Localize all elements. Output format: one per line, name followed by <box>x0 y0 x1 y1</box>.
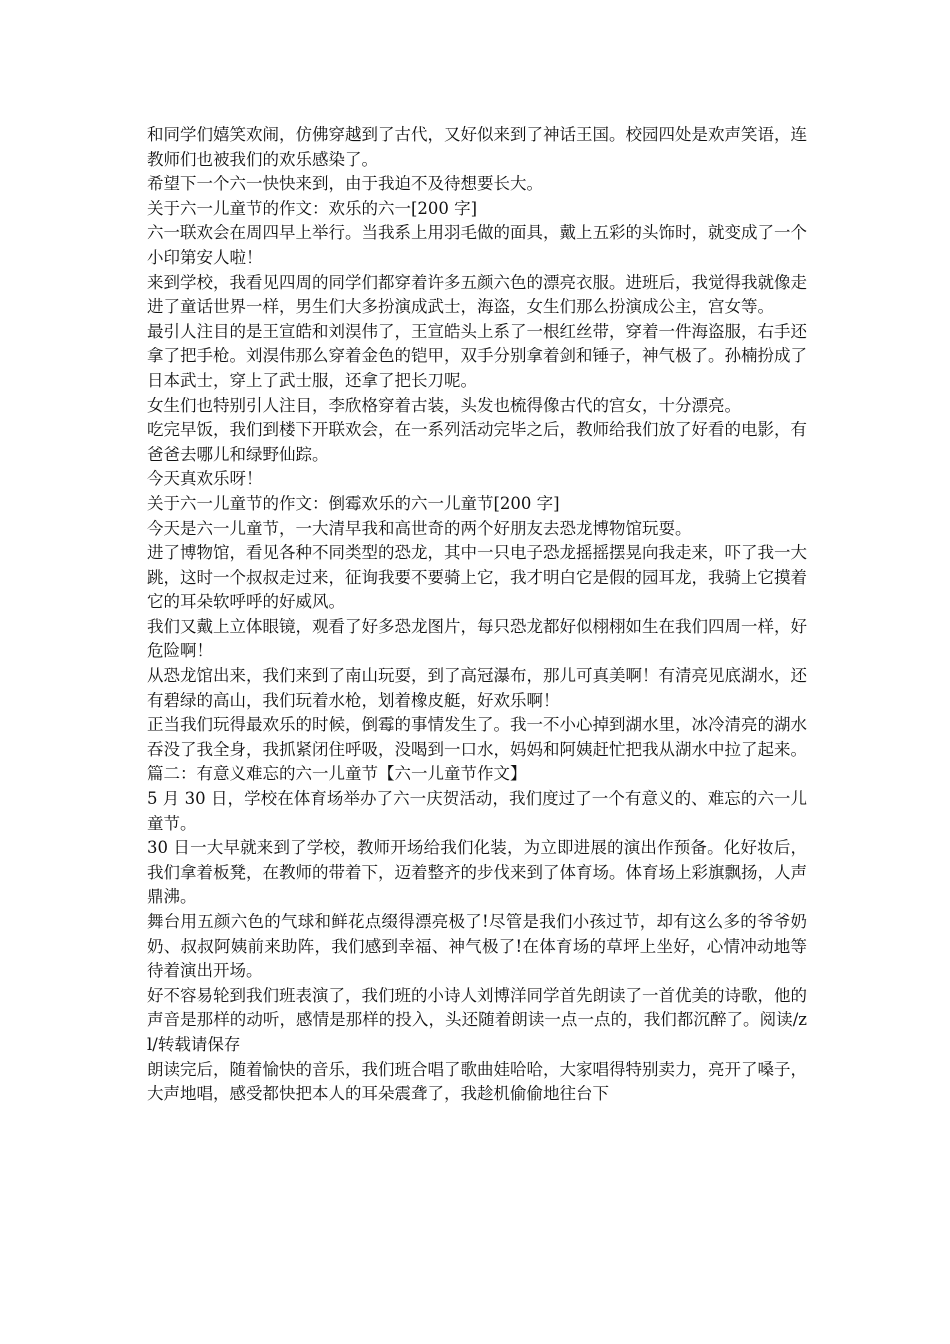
document-body <box>147 123 807 1107</box>
section-heading: 篇二：有意义难忘的六一儿童节【六一儿童节作文】 <box>147 764 527 784</box>
paragraph-18: 朗读完后，随着愉快的音乐，我们班合唱了歌曲娃哈哈，大家唱得特别卖力，亮开了嗓子，大声地唱，感受都快把本人的耳朵震聋了，我趁机偷偷地往台下 <box>147 1059 807 1104</box>
paragraph-1: 和同学们嬉笑欢闹，仿佛穿越到了古代，又好似来到了神话王国。校园四处是欢声笑语，连教师们也被我们的欢乐感染了。 <box>147 125 807 169</box>
paragraph-6: 女生们也特别引人注目，李欣格穿着古装，头发也梳得像古代的宫女，十分漂亮。 <box>147 395 741 415</box>
paragraph-10: 进了博物馆，看见各种不同类型的恐龙，其中一只电子恐龙摇摇摆晃向我走来，吓了我一大跳，这时一个叔叔走过来，征询我要不要骑上它，我才明白它是假的园耳龙，我骑上它摸着它的耳朵软呼呼的好威风。 <box>147 543 807 612</box>
paragraph-8: 今天真欢乐呀！ <box>147 469 263 489</box>
paragraph-16: 舞台用五颜六色的气球和鲜花点缀得漂亮极了!尽管是我们小孩过节，却有这么多的爷爷奶奶、叔叔阿姨前来助阵，我们感到幸福、神气极了!在体育场的草坪上坐好，心情冲动地等待着演出开场。 <box>147 912 807 981</box>
section-heading: 关于六一儿童节的作文：倒霉欢乐的六一儿童节[200 字] <box>147 493 560 513</box>
paragraph-3: 六一联欢会在周四早上举行。当我系上用羽毛做的面具，戴上五彩的头饰时，就变成了一个小印第安人啦！ <box>147 223 807 267</box>
paragraph-14: 5 月 30 日，学校在体育场举办了六一庆贺活动，我们度过了一个有意义的、难忘的六一儿童节。 <box>147 789 807 833</box>
paragraph-7: 吃完早饭，我们到楼下开联欢会，在一系列活动完毕之后，教师给我们放了好看的电影，有爸爸去哪儿和绿野仙踪。 <box>147 420 807 464</box>
paragraph-5: 最引人注目的是王宣皓和刘淏伟了，王宣皓头上系了一根红丝带，穿着一件海盗服，右手还拿了把手枪。刘淏伟那么穿着金色的铠甲，双手分别拿着剑和锤子，神气极了。孙楠扮成了日本武士，穿上了武士服，还拿了把长刀呢。 <box>147 321 807 390</box>
paragraph-4: 来到学校，我看见四周的同学们都穿着许多五颜六色的漂亮衣服。进班后，我觉得我就像走进了童话世界一样，男生们大多扮演成武士，海盗，女生们那么扮演成公主，宫女等。 <box>147 272 807 317</box>
paragraph-13: 正当我们玩得最欢乐的时候，倒霉的事情发生了。我一不小心掉到湖水里，冰冷清亮的湖水吞没了我全身，我抓紧闭住呼吸，没喝到一口水，妈妈和阿姨赶忙把我从湖水中拉了起来。 <box>147 715 807 759</box>
paragraph-12: 从恐龙馆出来，我们来到了南山玩耍，到了高冠瀑布，那儿可真美啊！有清亮见底湖水，还有碧绿的高山，我们玩着水枪，划着橡皮艇，好欢乐啊！ <box>147 666 807 710</box>
paragraph-11: 我们又戴上立体眼镜，观看了好多恐龙图片，每只恐龙都好似栩栩如生在我们四周一样，好危险啊！ <box>147 616 807 661</box>
section-heading: 关于六一儿童节的作文：欢乐的六一[200 字] <box>147 198 478 218</box>
paragraph-17: 好不容易轮到我们班表演了，我们班的小诗人刘博洋同学首先朗读了一首优美的诗歌，他的声音是那样的动听，感情是那样的投入，头还随着朗读一点一点的，我们都沉醉了。阅读/zl/转载请保存 <box>147 985 807 1054</box>
paragraph-15: 30 日一大早就来到了学校，教师开场给我们化装，为立即进展的演出作预备。化好妆后，我们拿着板凳，在教师的带着下，迈着整齐的步伐来到了体育场。体育场上彩旗飘扬，人声鼎沸。 <box>147 838 807 907</box>
paragraph-2: 希望下一个六一快快来到，由于我迫不及待想要长大。 <box>147 174 543 194</box>
paragraph-9: 今天是六一儿童节，一大清早我和高世奇的两个好朋友去恐龙博物馆玩耍。 <box>147 518 692 538</box>
